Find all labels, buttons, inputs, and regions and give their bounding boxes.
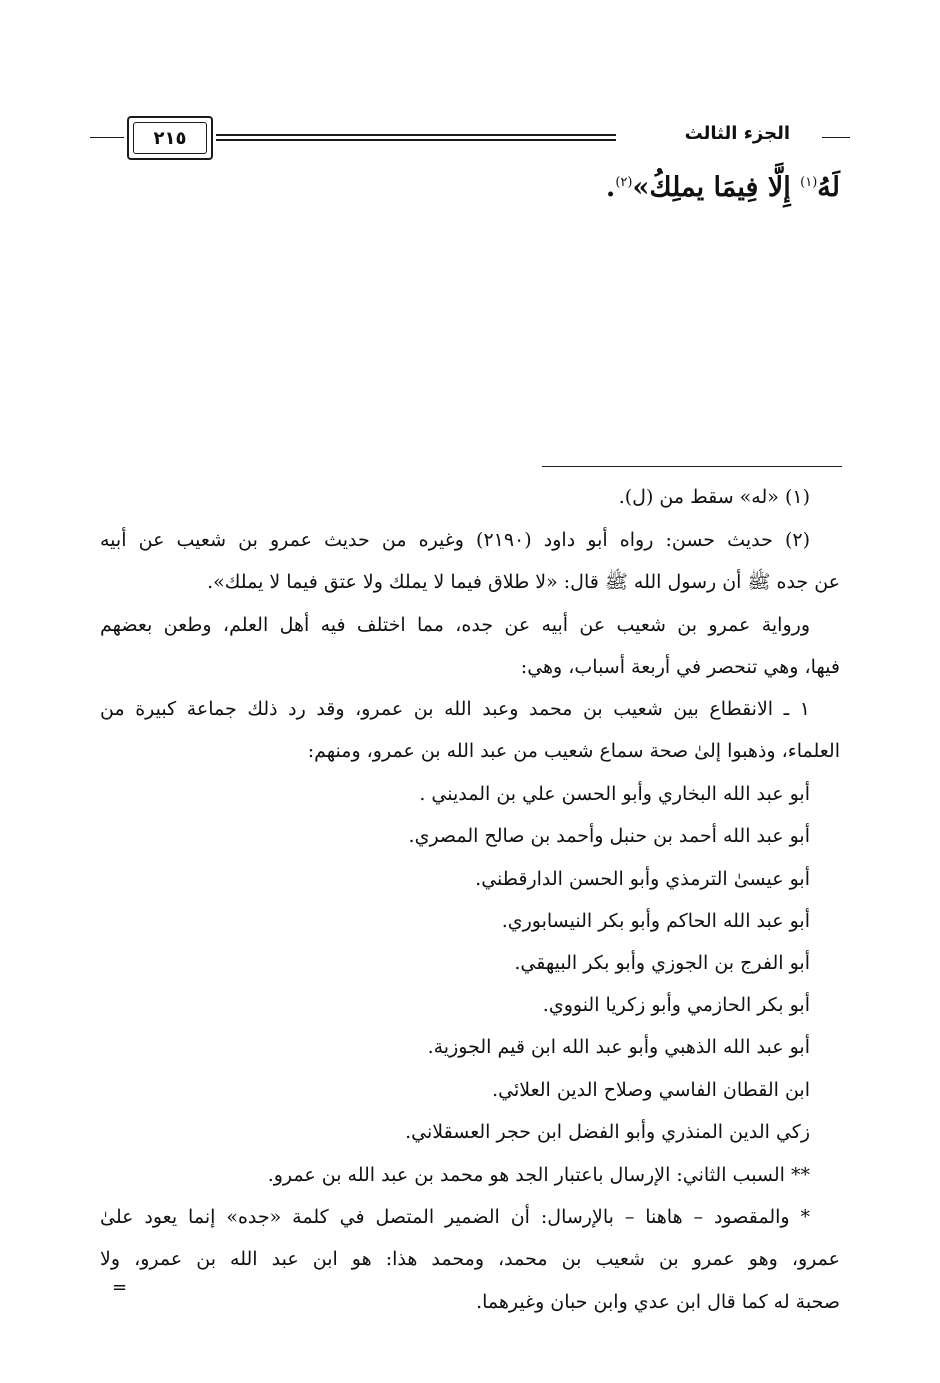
second-reason-heading: ** السبب الثاني: الإرسال باعتبار الجد هو محمد بن عبد الله بن عمرو. [267, 1164, 810, 1186]
footnote-2-line-1: (٢) حديث حسن: رواه أبو داود (٢١٩٠) وغيره من حديث عمرو بن شعيب عن أبيه [100, 529, 810, 551]
footnote-1: (١) «له» سقط من (ل). [618, 486, 810, 508]
main-text-end: . [605, 172, 616, 203]
running-header-title: الجزء الثالث [684, 123, 790, 144]
scholar-list-item: أبو عيسىٰ الترمذي وأبو الحسن الدارقطني. [475, 868, 810, 890]
footnote-ref-2: (٢) [615, 175, 633, 190]
footnote-2-line-3: ورواية عمرو بن شعيب عن أبيه عن جده، مما اختلف فيه أهل العلم، وطعن بعضهم [100, 614, 810, 636]
footnote-2-line-4: فيها، وهي تنحصر في أربعة أسباب، وهي: [520, 656, 840, 678]
scholar-list-item: أبو عبد الله الحاكم وأبو بكر النيسابوري. [501, 910, 810, 932]
scholar-list-item: ابن القطان الفاسي وصلاح الدين العلائي. [492, 1079, 810, 1101]
scholar-list-item: أبو عبد الله البخاري وأبو الحسن علي بن المديني . [419, 783, 810, 805]
scholar-list-item: أبو الفرج بن الجوزي وأبو بكر البيهقي. [514, 952, 810, 974]
footnote-2-line-2: عن جده ﷺ أن رسول الله ﷺ قال: «لا طلاق فيما لا يملك ولا عتق فيما لا يملك». [207, 571, 840, 593]
footnote-2-line-5: ١ ـ الانقطاع بين شعيب بن محمد وعبد الله بن عمرو، وقد رد ذلك جماعة كبيرة من [100, 698, 810, 720]
page-number: ٢١٥ [133, 122, 207, 154]
main-text-middle: إِلَّا فِيمَا يملِكُ» [632, 172, 801, 203]
explanation-line-2: عمرو، وهو عمرو بن شعيب بن محمد، ومحمد هذا: هو ابن عبد الله بن عمرو، ولا [100, 1248, 840, 1270]
main-text-start: لَهُ [817, 172, 840, 203]
scholar-list-item: أبو عبد الله أحمد بن حنبل وأحمد بن صالح المصري. [408, 825, 810, 847]
main-text-line [606, 172, 840, 203]
header-rule-left-end [90, 137, 124, 138]
footnote-ref-1: (١) [800, 175, 818, 190]
footnote-separator [542, 466, 842, 467]
explanation-line-1: * والمقصود – هاهنا – بالإرسال: أن الضمير المتصل في كلمة «جده» إنما يعود علىٰ [100, 1206, 810, 1228]
header-rule-right-end [822, 137, 850, 138]
header-rule-middle-top [216, 134, 616, 136]
footnote-2-line-6: العلماء، وذهبوا إلىٰ صحة سماع شعيب من عبد الله بن عمرو، ومنهم: [307, 740, 840, 762]
scholar-list-item: أبو بكر الحازمي وأبو زكريا النووي. [542, 994, 810, 1016]
scholar-list-item: زكي الدين المنذري وأبو الفضل ابن حجر العسقلاني. [405, 1121, 810, 1143]
header-rule-middle-bottom [216, 139, 616, 141]
page-number-frame [127, 116, 213, 160]
scholar-list-item: أبو عبد الله الذهبي وأبو عبد الله ابن قيم الجوزية. [427, 1036, 810, 1058]
continuation-mark: = [112, 1277, 128, 1298]
explanation-line-3: صحبة له كما قال ابن عدي وابن حبان وغيرهما. [476, 1291, 840, 1313]
